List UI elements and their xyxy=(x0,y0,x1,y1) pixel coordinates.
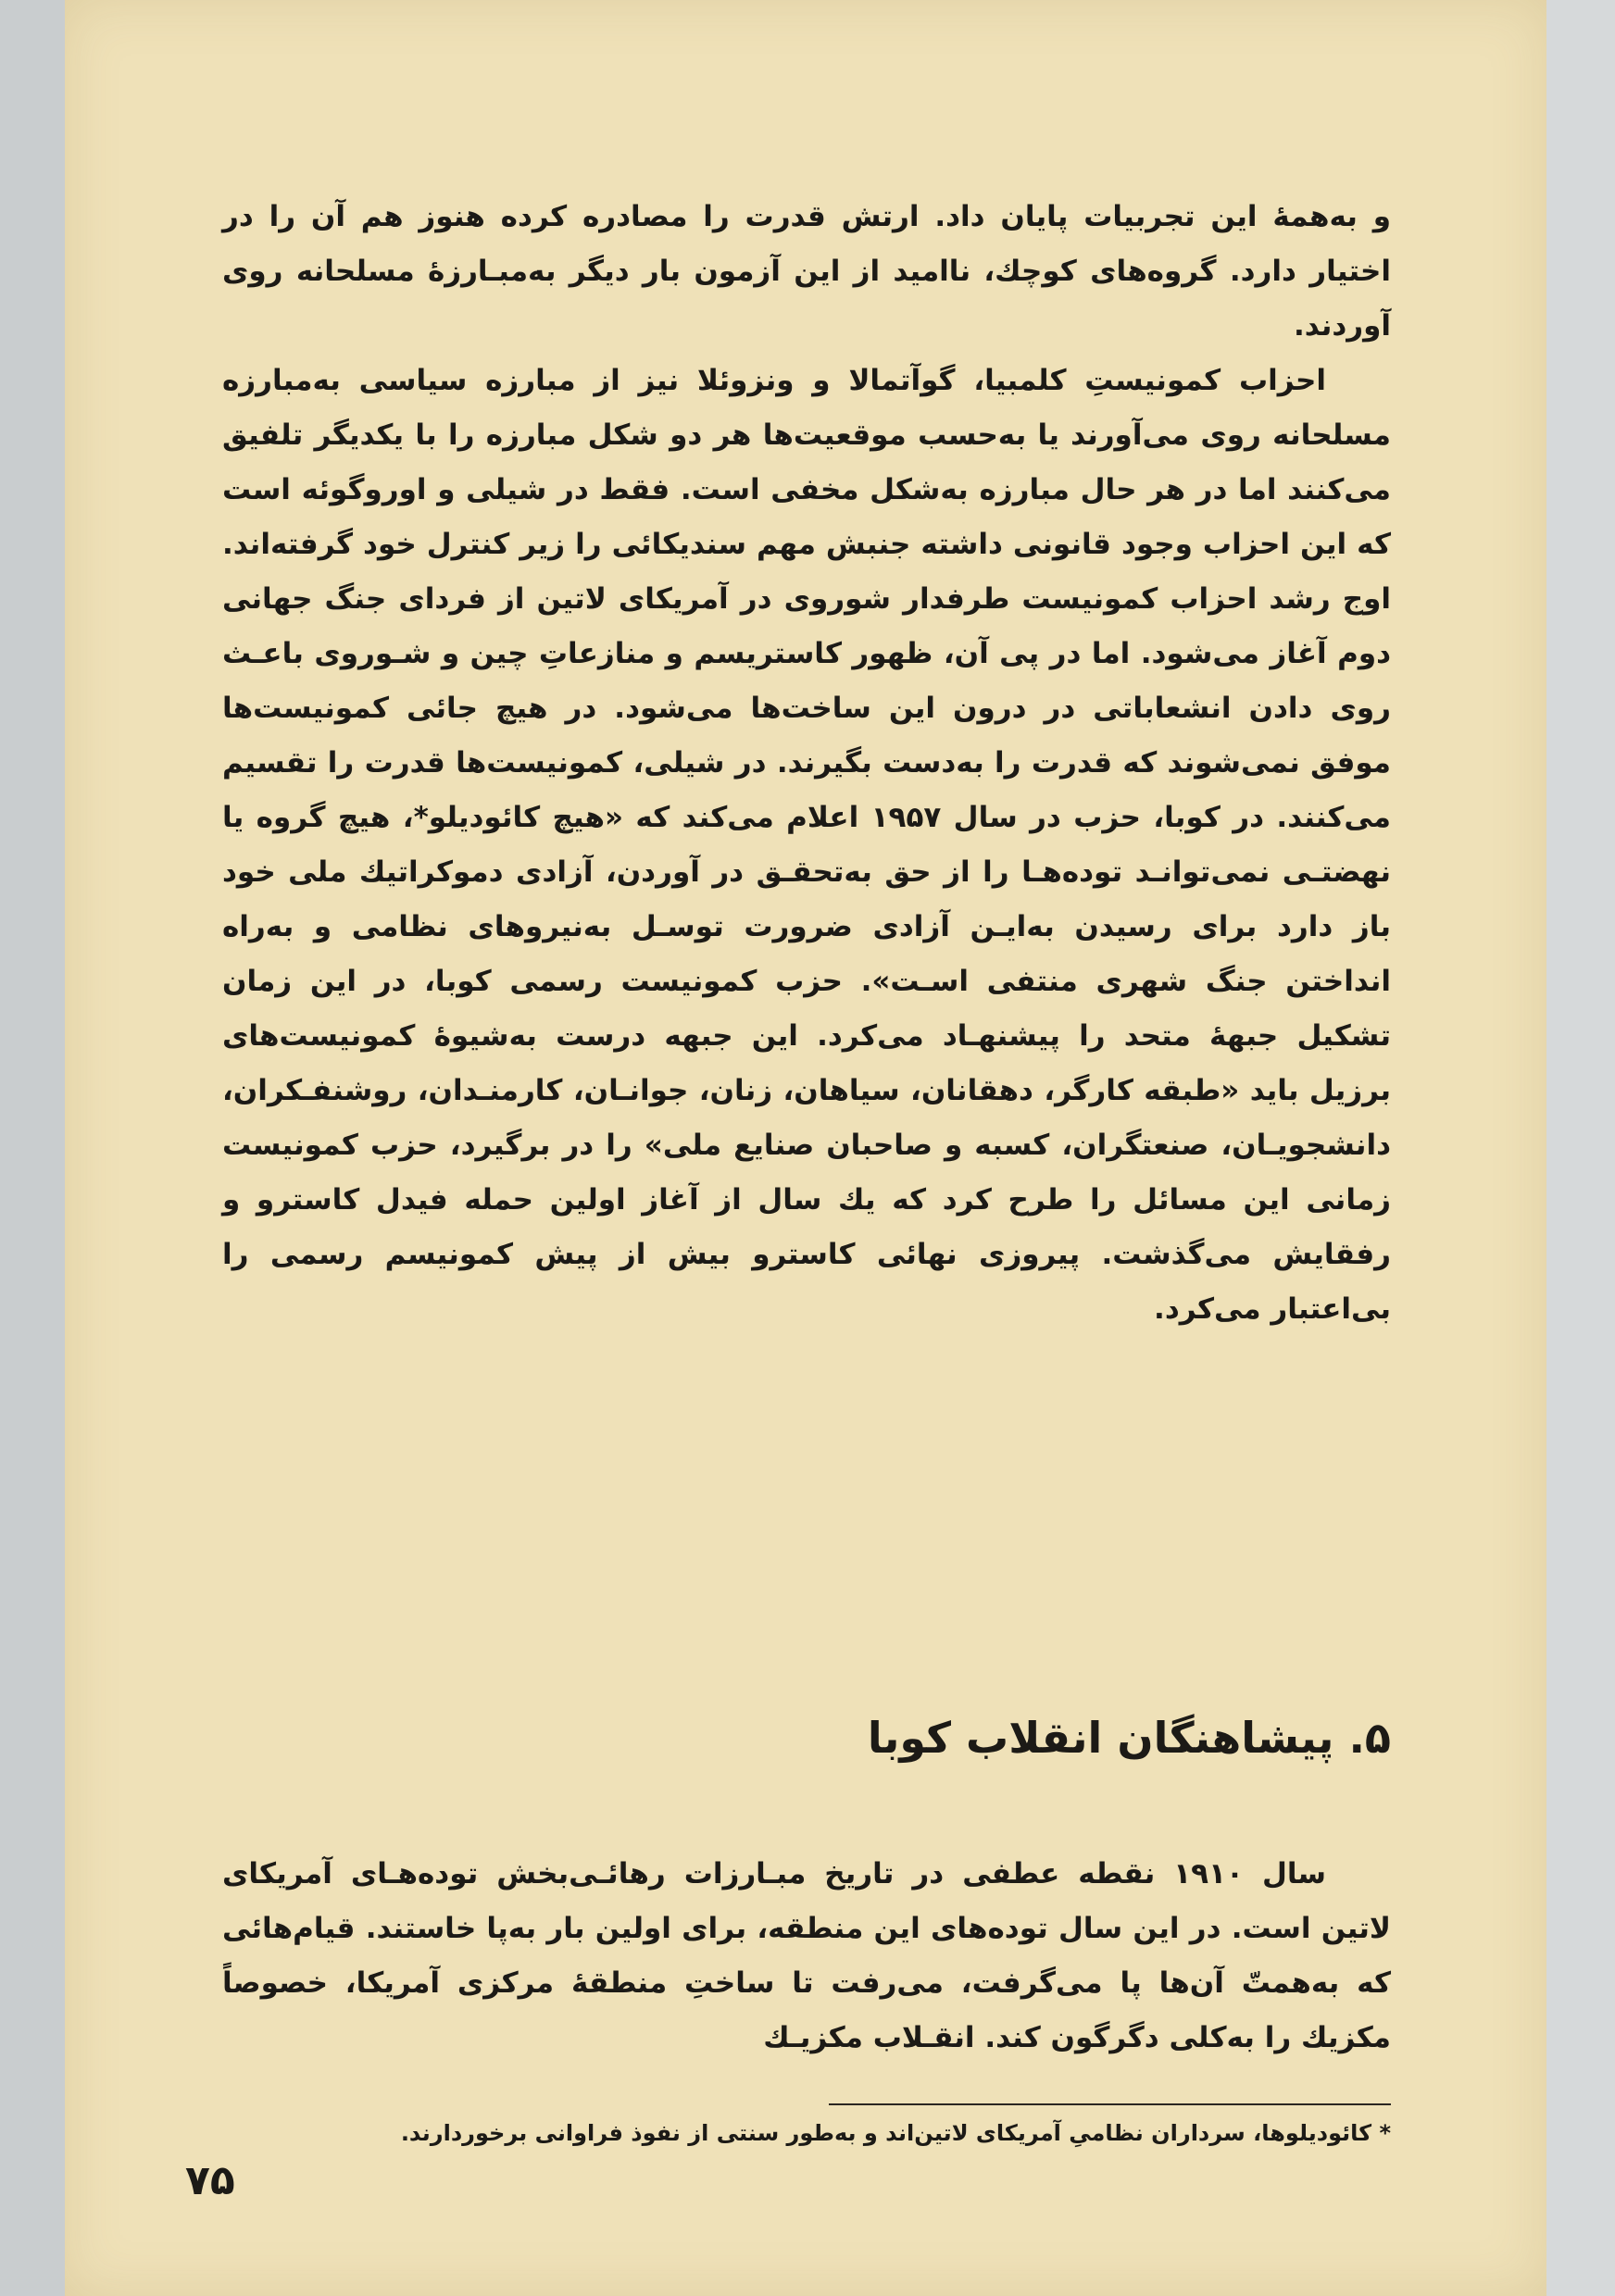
section-heading: ۵. پیشاهنگان انقلاب کوبا xyxy=(867,1713,1391,1763)
footnote: * کائودیلوها، سرداران نظامیِ آمریکای لاتین‌اند و به‌طور سنتی از نفوذ فراوانی برخوردارند. xyxy=(400,2120,1391,2146)
paragraph-2: احزاب کمونیستِ کلمبیا، گوآتمالا و ونزوئلا نیز از مبارزه سیاسی به‌مبارزه مسلحانه روی می‌آورند یا به‌حسب موقعیت‌ها هر دو شکل مبارزه را با یکدیگر تلفیق می‌کنند اما در هر حال مبارزه به‌شکل مخفی است. فقط در شیلی و اوروگوئه است که این احزاب وجود قانونی داشته جنبش مهم سندیکائی را زیر کنترل خود گرفته‌اند. اوج رشد احزاب کمونیست طرفدار شوروی در آمریکای لاتین از فردای جنگ جهانی دوم آغاز می‌شود. اما در پی آن، ظهور کاستریسم و منازعاتِ چین و شـوروی باعـث روی دادن انشعاباتی در درون این ساخت‌ها می‌شود. در هیچ جائی کمونیست‌ها موفق نمی‌شوند که قدرت را به‌دست بگیرند. در شیلی، کمونیست‌ها قدرت را تقسیم می‌کنند. در کوبا، حزب در سال ۱۹۵۷ اعلام می‌کند که «هیچ کائودیلو*، هیچ گروه یا نهضتـی نمی‌توانـد توده‌هـا را از حق به‌تحقـق در آوردن، آزادی دموکراتیك ملی خود باز دارد برای رسیدن به‌ایـن آزادی ضرورت توسـل به‌نیروهای نظامی و به‌راه انداختن جنگ شهری منتفی اسـت». حزب کمونیست رسمی کوبا، در این زمان تشکیل جبههٔ متحد را پیشنهـاد می‌کرد. این جبهه درست به‌شیوهٔ کمونیست‌های برزیل باید «طبقه کارگر، دهقانان، سیاهان، زنان، جوانـان، کارمنـدان، روشنفـکران، دانشجویـان، صنعتگران، کسبه و صاحبان صنایع ملی» را در برگیرد، حزب کمونیست زمانی این مسائل را طرح کرد که یك سال از آغاز اولین حمله فیدل کاسترو و رفقایش می‌گذشت. پیروزی نهائی کاسترو بیش از پیش کمونیسم رسمی را بی‌اعتبار می‌کرد. xyxy=(222,364,1391,1326)
footnote-rule xyxy=(829,2103,1391,2105)
main-text-top xyxy=(222,190,1391,1337)
paragraph-3: سال ۱۹۱۰ نقطه عطفی در تاریخ مبـارزات رهائـی‌بخش توده‌هـای آمریکای لاتین است. در این سال توده‌های این منطقه، برای اولین بار به‌پا خاستند. قیام‌هائی که به‌همتّ آن‌ها پا می‌گرفت، می‌رفت تا ساختِ منطقهٔ مرکزی آمریکا، خصوصاً مکزیك را به‌کلی دگرگون کند. انقـلاب مکزیـك xyxy=(222,1857,1391,2054)
scan-background-strip xyxy=(1546,0,1615,2296)
page-number: ۷۵ xyxy=(185,2157,235,2204)
paragraph-1: و به‌همهٔ این تجربیات پایان داد. ارتش قدرت را مصادره کرده هنوز هم آن را در اختیار دارد. گروه‌های کوچك، ناامید از این آزمون بار دیگر به‌مبـارزهٔ مسلحانه روی آوردند. xyxy=(222,200,1391,343)
main-text-bottom xyxy=(222,1847,1391,2065)
